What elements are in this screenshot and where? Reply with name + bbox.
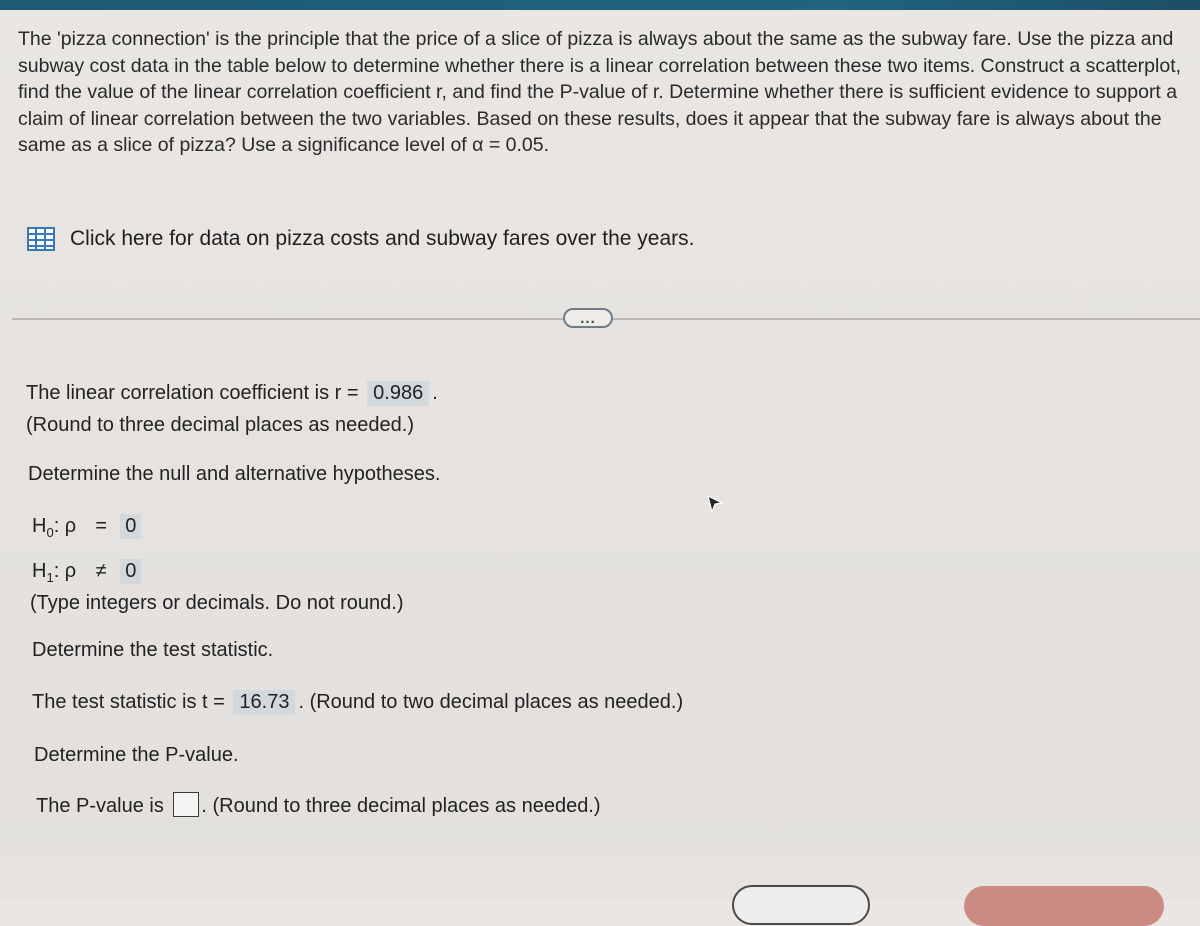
- h0-operator[interactable]: =: [95, 515, 108, 537]
- p-value-prompt: Determine the P-value.: [34, 744, 239, 766]
- alternative-hypothesis: [32, 559, 141, 584]
- grid-table-icon: [26, 226, 56, 252]
- test-statistic-suffix: . (Round to two decimal places as needed.): [298, 691, 684, 713]
- bottom-primary-button[interactable]: [964, 886, 1164, 926]
- p-value-line: [36, 794, 601, 819]
- null-hypothesis: [32, 514, 141, 539]
- h1-subscript: 1: [46, 570, 54, 585]
- hypotheses-note: (Type integers or decimals. Do not round.): [30, 592, 404, 614]
- correlation-line: [26, 381, 438, 406]
- data-link[interactable]: [26, 226, 694, 252]
- h1-operator[interactable]: ≠: [95, 560, 107, 582]
- h0-subscript: 0: [46, 525, 54, 540]
- p-value-prefix: The P-value is: [36, 794, 164, 817]
- p-value-input[interactable]: [173, 792, 199, 817]
- test-statistic-line: [32, 690, 683, 715]
- correlation-answer[interactable]: 0.986: [367, 381, 429, 406]
- correlation-prefix: The linear correlation coefficient is r =: [26, 382, 359, 404]
- problem-statement: The 'pizza connection' is the principle that the price of a slice of pizza is always about the same as the subway fare. Use the pizza and subway cost data in the table below to determine whether there is a linear correlation between these two items. Construct a scatterplot, find the value of the linear correlation coefficient r, and find the P-value of r. Determine whether there is sufficient evidence to support a claim of linear correlation between the two variables. Based on these results, does it appear that the subway fare is always about the same as a slice of pizza? Use a significance level of α = 0.05.: [18, 28, 1182, 156]
- h1-label: H: [32, 560, 47, 582]
- expand-button[interactable]: ...: [563, 308, 613, 328]
- top-bar: [0, 0, 1200, 10]
- p-value-suffix: . (Round to three decimal places as needed.): [201, 794, 601, 817]
- hypotheses-prompt: Determine the null and alternative hypotheses.: [28, 463, 441, 485]
- h0-label: H: [32, 515, 47, 537]
- correlation-suffix: .: [432, 382, 438, 404]
- test-statistic-answer[interactable]: 16.73: [233, 690, 295, 715]
- h1-value[interactable]: 0: [120, 559, 141, 584]
- test-statistic-prefix: The test statistic is t =: [32, 691, 225, 713]
- bottom-secondary-button[interactable]: [732, 885, 870, 925]
- data-link-label[interactable]: Click here for data on pizza costs and subway fares over the years.: [70, 227, 695, 250]
- mouse-cursor-icon: [706, 494, 724, 514]
- test-statistic-prompt: Determine the test statistic.: [32, 639, 274, 661]
- correlation-note: (Round to three decimal places as needed.): [26, 414, 415, 436]
- h0-value[interactable]: 0: [120, 514, 141, 539]
- h1-param: : ρ: [53, 560, 77, 582]
- h0-param: : ρ: [53, 515, 77, 537]
